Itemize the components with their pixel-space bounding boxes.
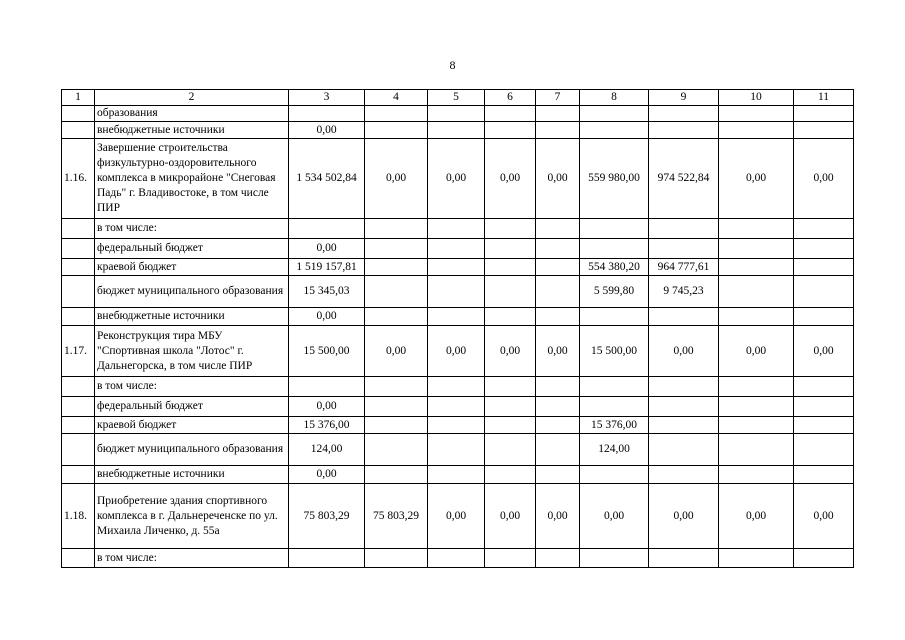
value-cell [485, 239, 536, 259]
value-cell [580, 308, 649, 326]
value-cell [794, 377, 854, 397]
value-cell [649, 417, 719, 434]
row-number: 1.16. [62, 139, 95, 219]
value-cell [365, 219, 428, 239]
value-cell [365, 549, 428, 568]
column-header: 5 [428, 90, 485, 106]
column-header: 3 [289, 90, 365, 106]
row-description: в том числе: [95, 377, 289, 397]
value-cell [485, 377, 536, 397]
table-row [62, 239, 854, 259]
value-cell [428, 466, 485, 484]
value-cell [580, 377, 649, 397]
row-description: внебюджетные источники [95, 466, 289, 484]
value-cell [428, 397, 485, 417]
value-cell [794, 466, 854, 484]
value-cell [365, 122, 428, 139]
value-cell [719, 219, 794, 239]
value-cell [365, 239, 428, 259]
value-cell: 5 599,80 [580, 276, 649, 308]
row-number [62, 549, 95, 568]
value-cell [649, 377, 719, 397]
value-cell: 15 500,00 [289, 326, 365, 377]
value-cell [289, 549, 365, 568]
value-cell: 0,00 [649, 484, 719, 549]
row-number [62, 106, 95, 122]
value-cell: 0,00 [485, 484, 536, 549]
value-cell: 559 980,00 [580, 139, 649, 219]
value-cell [485, 259, 536, 276]
row-number [62, 434, 95, 466]
value-cell: 0,00 [289, 122, 365, 139]
value-cell [365, 466, 428, 484]
value-cell [649, 549, 719, 568]
value-cell [365, 276, 428, 308]
value-cell: 0,00 [794, 484, 854, 549]
column-header: 1 [62, 90, 95, 106]
column-header: 8 [580, 90, 649, 106]
value-cell [536, 219, 580, 239]
table-row [62, 434, 854, 466]
row-description: внебюджетные источники [95, 308, 289, 326]
value-cell [428, 434, 485, 466]
value-cell [485, 417, 536, 434]
value-cell [580, 106, 649, 122]
value-cell [536, 308, 580, 326]
column-header: 7 [536, 90, 580, 106]
value-cell [719, 106, 794, 122]
value-cell [719, 466, 794, 484]
value-cell [794, 434, 854, 466]
value-cell: 0,00 [428, 484, 485, 549]
row-description: бюджет муниципального образования [95, 434, 289, 466]
value-cell: 0,00 [719, 484, 794, 549]
value-cell [289, 219, 365, 239]
value-cell [536, 122, 580, 139]
row-description: федеральный бюджет [95, 239, 289, 259]
row-number [62, 397, 95, 417]
value-cell [365, 397, 428, 417]
row-number [62, 417, 95, 434]
value-cell [719, 122, 794, 139]
value-cell: 0,00 [719, 139, 794, 219]
value-cell: 0,00 [536, 484, 580, 549]
row-description: бюджет муниципального образования [95, 276, 289, 308]
value-cell: 0,00 [289, 239, 365, 259]
value-cell: 554 380,20 [580, 259, 649, 276]
value-cell [485, 466, 536, 484]
value-cell [485, 308, 536, 326]
value-cell [428, 377, 485, 397]
value-cell [365, 417, 428, 434]
value-cell [719, 239, 794, 259]
value-cell: 0,00 [428, 139, 485, 219]
value-cell: 0,00 [289, 308, 365, 326]
value-cell [428, 276, 485, 308]
value-cell [428, 122, 485, 139]
budget-table [61, 89, 854, 568]
row-description: в том числе: [95, 219, 289, 239]
value-cell [365, 434, 428, 466]
value-cell [794, 122, 854, 139]
value-cell [485, 122, 536, 139]
value-cell: 974 522,84 [649, 139, 719, 219]
table-row [62, 139, 854, 219]
value-cell: 15 345,03 [289, 276, 365, 308]
table-row [62, 549, 854, 568]
value-cell [365, 106, 428, 122]
column-header: 9 [649, 90, 719, 106]
value-cell [580, 219, 649, 239]
value-cell [580, 239, 649, 259]
value-cell [485, 434, 536, 466]
value-cell [536, 549, 580, 568]
value-cell [428, 549, 485, 568]
value-cell [365, 308, 428, 326]
value-cell [794, 276, 854, 308]
value-cell: 0,00 [794, 139, 854, 219]
value-cell: 0,00 [536, 139, 580, 219]
value-cell [536, 377, 580, 397]
row-description: краевой бюджет [95, 259, 289, 276]
value-cell [649, 122, 719, 139]
value-cell: 15 376,00 [580, 417, 649, 434]
value-cell [485, 549, 536, 568]
value-cell: 0,00 [485, 139, 536, 219]
table-row [62, 276, 854, 308]
column-header: 10 [719, 90, 794, 106]
value-cell [719, 308, 794, 326]
row-description: Реконструкция тира МБУ "Спортивная школа "Лотос" г. Дальнегорска, в том числе ПИР [95, 326, 289, 377]
value-cell [794, 106, 854, 122]
table-row [62, 106, 854, 122]
table-row [62, 122, 854, 139]
value-cell [536, 417, 580, 434]
value-cell [580, 122, 649, 139]
value-cell: 1 519 157,81 [289, 259, 365, 276]
value-cell [719, 417, 794, 434]
value-cell [794, 417, 854, 434]
value-cell [289, 377, 365, 397]
row-number: 1.17. [62, 326, 95, 377]
column-header: 4 [365, 90, 428, 106]
row-number [62, 308, 95, 326]
table-row [62, 466, 854, 484]
value-cell [649, 219, 719, 239]
table-row [62, 326, 854, 377]
table-row [62, 259, 854, 276]
page-number: 8 [449, 58, 456, 72]
column-header: 11 [794, 90, 854, 106]
value-cell [536, 106, 580, 122]
row-description: краевой бюджет [95, 417, 289, 434]
row-description: Завершение строительства физкультурно-оздоровительного комплекса в микрорайоне "Снеговая Падь" г. Владивостоке, в том числе ПИР [95, 139, 289, 219]
value-cell: 0,00 [428, 326, 485, 377]
value-cell [428, 259, 485, 276]
value-cell [794, 308, 854, 326]
value-cell [719, 377, 794, 397]
value-cell: 964 777,61 [649, 259, 719, 276]
value-cell: 0,00 [536, 326, 580, 377]
row-number: 1.18. [62, 484, 95, 549]
row-number [62, 259, 95, 276]
value-cell [580, 466, 649, 484]
value-cell [536, 434, 580, 466]
table-row [62, 484, 854, 549]
value-cell [428, 219, 485, 239]
value-cell [794, 549, 854, 568]
value-cell: 0,00 [365, 139, 428, 219]
value-cell [485, 219, 536, 239]
value-cell [794, 397, 854, 417]
value-cell [794, 219, 854, 239]
value-cell: 0,00 [794, 326, 854, 377]
value-cell [428, 239, 485, 259]
row-number [62, 276, 95, 308]
value-cell: 0,00 [580, 484, 649, 549]
value-cell: 0,00 [485, 326, 536, 377]
value-cell [649, 466, 719, 484]
value-cell [365, 377, 428, 397]
value-cell [649, 239, 719, 259]
value-cell [485, 106, 536, 122]
table-row [62, 219, 854, 239]
value-cell [365, 259, 428, 276]
value-cell: 0,00 [289, 397, 365, 417]
value-cell [428, 106, 485, 122]
value-cell [536, 239, 580, 259]
row-description: федеральный бюджет [95, 397, 289, 417]
value-cell: 0,00 [719, 326, 794, 377]
table-row [62, 308, 854, 326]
row-number [62, 466, 95, 484]
table-row [62, 377, 854, 397]
row-number [62, 122, 95, 139]
value-cell [580, 549, 649, 568]
row-description: образования [95, 106, 289, 122]
value-cell [536, 466, 580, 484]
value-cell: 15 500,00 [580, 326, 649, 377]
value-cell: 75 803,29 [289, 484, 365, 549]
value-cell [428, 417, 485, 434]
value-cell [719, 434, 794, 466]
value-cell [649, 308, 719, 326]
row-description: Приобретение здания спортивного комплекса в г. Дальнереченске по ул. Михаила Личенко, д. 55а [95, 484, 289, 549]
row-description: внебюджетные источники [95, 122, 289, 139]
value-cell [289, 106, 365, 122]
value-cell [794, 259, 854, 276]
value-cell [719, 276, 794, 308]
value-cell: 0,00 [649, 326, 719, 377]
value-cell [536, 397, 580, 417]
table-row [62, 397, 854, 417]
table-row [62, 417, 854, 434]
value-cell [485, 276, 536, 308]
value-cell: 124,00 [289, 434, 365, 466]
value-cell [649, 397, 719, 417]
value-cell: 15 376,00 [289, 417, 365, 434]
row-number [62, 219, 95, 239]
value-cell [536, 276, 580, 308]
value-cell [719, 259, 794, 276]
value-cell: 124,00 [580, 434, 649, 466]
value-cell [794, 239, 854, 259]
value-cell [580, 397, 649, 417]
value-cell [649, 106, 719, 122]
value-cell [719, 549, 794, 568]
value-cell [485, 397, 536, 417]
column-header: 2 [95, 90, 289, 106]
header-row [62, 90, 854, 106]
row-number [62, 377, 95, 397]
value-cell [719, 397, 794, 417]
value-cell: 1 534 502,84 [289, 139, 365, 219]
row-description: в том числе: [95, 549, 289, 568]
value-cell [428, 308, 485, 326]
value-cell [536, 259, 580, 276]
value-cell: 9 745,23 [649, 276, 719, 308]
value-cell: 0,00 [365, 326, 428, 377]
row-number [62, 239, 95, 259]
value-cell [649, 434, 719, 466]
value-cell: 0,00 [289, 466, 365, 484]
column-header: 6 [485, 90, 536, 106]
value-cell: 75 803,29 [365, 484, 428, 549]
